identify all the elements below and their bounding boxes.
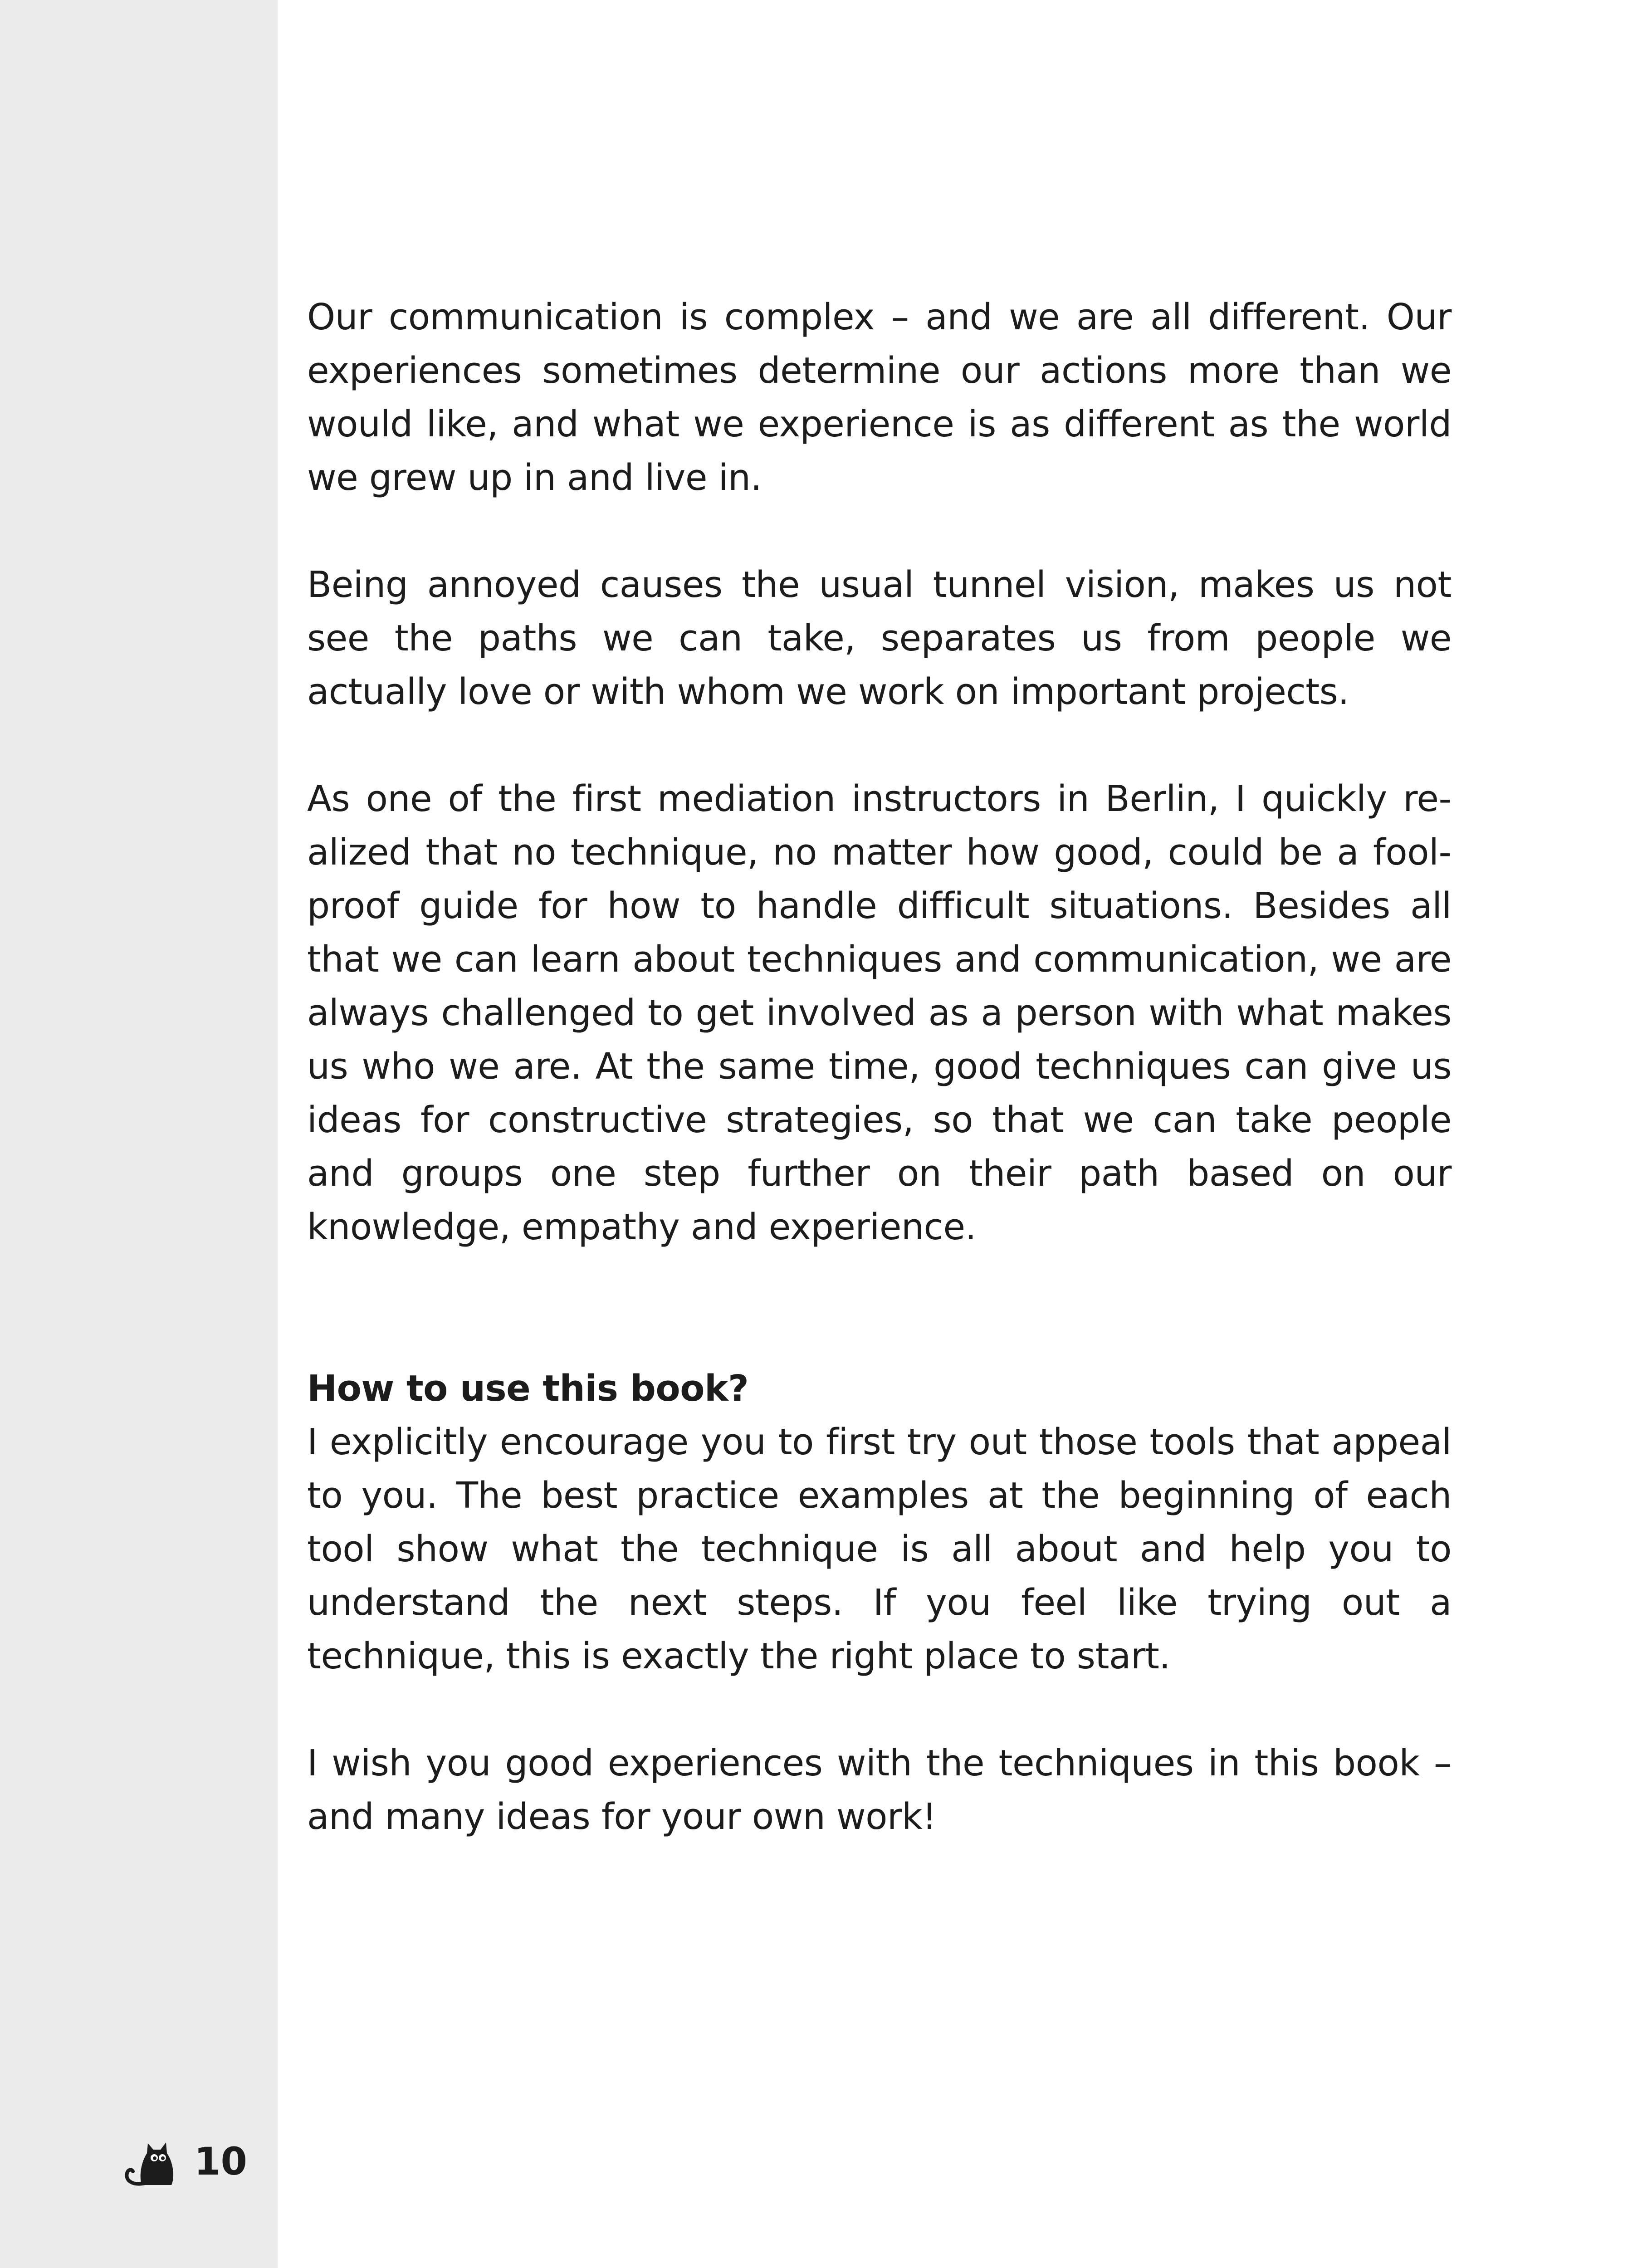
- intro-paragraph-3: As one of the first mediation instructors in Berlin, I quickly realized that no technique, no matter how good, could be a foolproof guide for how to handle difficult situations. Besides all that we can learn about techniques and communication, we are always challenged to get involved as a person with what makes us who we are. At the same time, good techniques can give us ideas for constructive strategies, so that we can take people and groups one step further on their path based on our knowledge, empathy and experience.: [307, 778, 1452, 1248]
- page-number: 10: [194, 2139, 247, 2184]
- page-body: [307, 290, 1452, 1897]
- section-paragraph-1: I explicitly encourage you to first try out those tools that appeal to you. The best practice examples at the beginning of each tool show what the technique is all about and help you to understand the next steps. If you feel like trying out a technique, this is exactly the right place to start.: [307, 1421, 1452, 1677]
- section-paragraph-2: I wish you good experiences with the techniques in this book – and many ideas for your own work!: [307, 1742, 1452, 1838]
- page-margin-band: [0, 0, 278, 2268]
- cat-icon: [119, 2130, 182, 2193]
- intro-paragraph-1: Our communication is complex – and we are all different. Our experiences sometimes determine our actions more than we would like, and what we experience is as different as the world we grew up in and live in.: [307, 296, 1452, 499]
- section-heading: How to use this book?: [307, 1368, 749, 1409]
- intro-paragraph-2: Being annoyed causes the usual tunnel vision, makes us not see the paths we can take, separates us from people we actually love or with whom we work on important projects.: [307, 564, 1452, 713]
- page-footer: [119, 2130, 247, 2193]
- section-spacer: [307, 1307, 1452, 1362]
